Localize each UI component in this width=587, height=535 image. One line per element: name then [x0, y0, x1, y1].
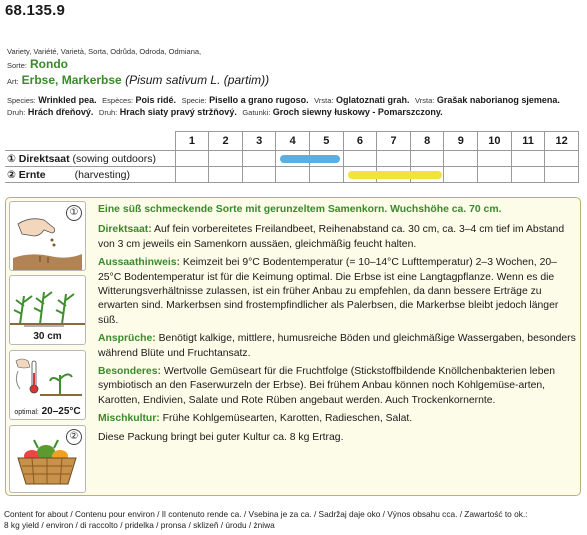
species-label: Espèces: [102, 96, 134, 105]
row-name: ① Direktsaat [7, 152, 70, 165]
druh-value: Hrach siaty pravý stržňový. [119, 107, 237, 117]
species-value: Pois ridé. [135, 95, 177, 105]
sorte-value: Rondo [30, 57, 69, 71]
calendar-month-header [5, 132, 579, 151]
variety-headline: Eine süß schmeckende Sorte mit gerunzeltem Samenkorn. Wuchshöhe ca. 70 cm. [98, 204, 502, 215]
row-spacing-caption: 30 cm [33, 331, 62, 342]
direktsaat-body: Auf fein vorbereitetes Freilandbeet, Reihenabstand ca. 30 cm, ca. 3–4 cm tief im Abstand von 3 cm jeweils ein Samenkorn aussäen, gleichmäßig feucht halten. [98, 224, 565, 250]
druh-value: Groch siewny łuskowy - Pomarszczony. [272, 107, 443, 117]
temperature-caption [10, 406, 85, 417]
ansprueche-title: Ansprüche: [98, 333, 156, 345]
month-header-cell: 6 [343, 132, 377, 151]
footer-line-2: 8 kg yield / environ / di raccolto / pridelka / pronsa / sklizeň / úrodu / żniwa [4, 520, 275, 530]
calendar-corner [5, 132, 175, 151]
druh-label: Druh: [7, 108, 26, 117]
sorte-label: Sorte: [7, 61, 28, 70]
mischkultur-body: Frühe Kohlgemüsearten, Karotten, Radieschen, Salat. [159, 413, 413, 425]
month-header-cell: 8 [410, 132, 444, 151]
month-header-cell: 11 [511, 132, 545, 151]
species-line [7, 95, 563, 105]
species-label: Specie: [181, 96, 207, 105]
aussaat-body: Keimzeit bei 9°C Bodentemperatur (= 10–14°C Lufttemperatur) 2–3 Wochen, 20–25°C Bodentemperatur ist für die Keimung optimal. Die Erbse ist eine Langtagpflanze. Wenn es die Witterungsverhältnisse zulassen, ist ein früher Anbau zu empfehlen, da dann bessere Erträge zu erwarten sind. Markerbsen sind frostempfindlicher als Palerbsen, die Markerbse bleibt jedoch länger süß. [98, 257, 559, 326]
step-2-badge: ② [66, 429, 82, 445]
besonderes-body: Wertvolle Gemüseart für die Fruchtfolge (Stickstoffbildende Knöllchenbakterien leben symbiotisch an den Faserwurzeln der Erbse). Bei frühem Anbau können noch Kohlgemüse-arten, Karotten, Endivien, Salate und Rote Rüben angebaut werden. Auch Trockenkornernte. [98, 366, 556, 406]
calendar-row-ernte [5, 167, 579, 183]
art-label: Art: [7, 77, 19, 86]
footer-line-1: Content for about / Contenu pour environ / Il contenuto rende ca. / Vsebina je za ca. / Sadržaj daje oko / Výnos obsahu cca. / Zawartość to ok.: [4, 509, 528, 519]
temperature-value: 20–25°C [41, 406, 81, 417]
row-subtitle: (sowing outdoors) [72, 152, 156, 165]
month-header-cell: 4 [276, 132, 310, 151]
month-header-cell: 2 [209, 132, 243, 151]
species-value: Wrinkled pea. [38, 95, 97, 105]
species-label: Vrsta: [314, 96, 334, 105]
art-line [7, 73, 269, 87]
art-latin: (Pisum sativum L. (partim)) [125, 73, 270, 87]
sorte-line [7, 57, 68, 71]
instructions-text [98, 203, 576, 449]
row-spacing-illustration [9, 275, 86, 345]
species-value: Oglatoznati grah. [336, 95, 410, 105]
calendar-period-bar [280, 155, 340, 163]
sowing-calendar [5, 131, 579, 183]
illustration-column [6, 198, 90, 495]
besonderes-paragraph [98, 365, 576, 408]
instructions-box [5, 197, 581, 496]
germination-illustration [9, 350, 86, 420]
druh-label: Gatunki: [242, 108, 271, 117]
sowing-illustration [9, 201, 86, 271]
row-name: ② Ernte [7, 168, 46, 181]
yield-footer [4, 509, 584, 531]
ansprueche-paragraph [98, 332, 576, 361]
month-header-cell: 7 [377, 132, 411, 151]
species-value: Grašak naborianog sjemena. [436, 95, 560, 105]
product-code: 68.135.9 [5, 2, 65, 19]
mischkultur-paragraph [98, 412, 576, 426]
step-1-badge: ① [66, 205, 82, 221]
pea-plants-icon [10, 276, 85, 328]
mischkultur-title: Mischkultur: [98, 413, 160, 425]
species-value: Pisello a grano rugoso. [209, 95, 309, 105]
direktsaat-paragraph [98, 223, 576, 252]
druh-line [7, 107, 446, 117]
ansprueche-body: Benötigt kalkige, mittlere, humusreiche Böden und gleichmäßige Wassergaben, besonders während Blüte und Fruchtansatz. [98, 333, 576, 359]
row-subtitle: (harvesting) [74, 168, 131, 181]
month-header-cell: 12 [545, 132, 579, 151]
calendar-row-label [5, 167, 175, 183]
besonderes-title: Besonderes: [98, 366, 161, 378]
month-header-cell: 1 [175, 132, 209, 151]
seedling-thermometer-icon [10, 351, 85, 403]
calendar-row-label [5, 151, 175, 167]
druh-label: Druh: [98, 108, 118, 117]
druh-value: Hrách dřeňový. [27, 107, 94, 117]
direktsaat-title: Direktsaat: [98, 224, 152, 236]
aussaat-paragraph [98, 256, 576, 328]
month-header-cell: 3 [242, 132, 276, 151]
month-header-cell: 10 [478, 132, 512, 151]
month-header-cell: 9 [444, 132, 478, 151]
calendar-period-bar [348, 171, 442, 179]
calendar-row-direktsaat [5, 151, 579, 167]
temperature-label: optimal: [14, 409, 39, 416]
yield-note: Diese Packung bringt bei guter Kultur ca. 8 kg Ertrag. [98, 431, 344, 443]
variety-languages-line: Variety, Variété, Varietà, Sorta, Odrůda, Odroda, Odmiana, [7, 47, 202, 56]
harvest-illustration [9, 425, 86, 493]
art-value: Erbse, Markerbse [21, 73, 122, 87]
species-label: Vrsta: [415, 96, 435, 105]
species-label: Species: [7, 96, 36, 105]
aussaat-title: Aussaathinweis: [98, 257, 180, 269]
month-header-cell: 5 [310, 132, 344, 151]
